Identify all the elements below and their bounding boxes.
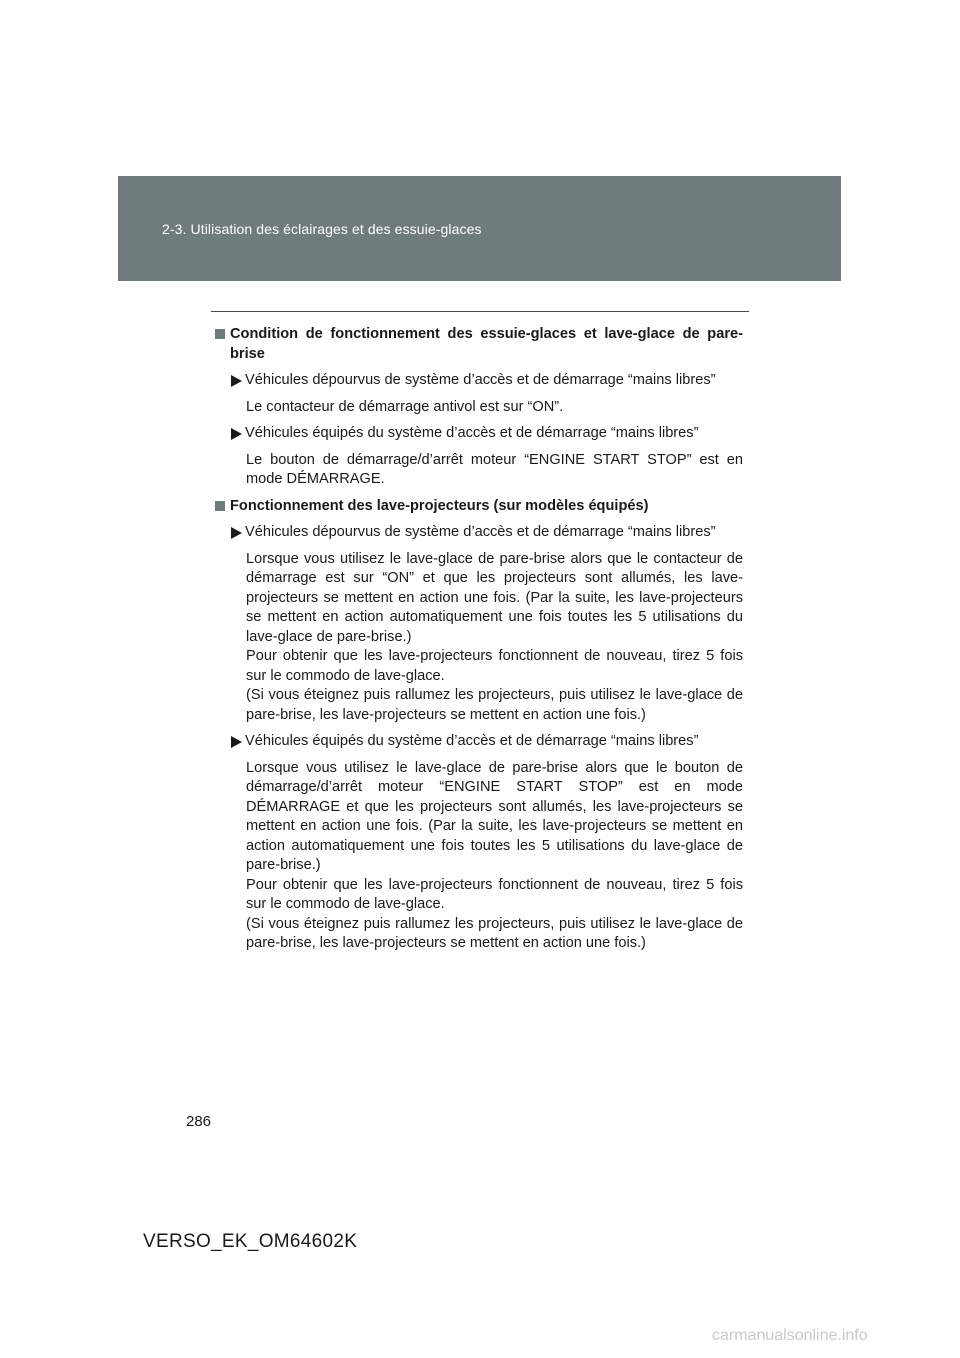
condition-item: Véhicules dépourvus de système d’accès et de démarrage “mains libres” — [215, 371, 743, 391]
square-bullet-icon — [215, 329, 225, 339]
paragraph: Lorsque vous utilisez le lave-glace de pare-brise alors que le contacteur de démarrage est sur “ON” et que les projecteurs sont allumés, les lave-projecteurs se mettent en action une fois. (Par la suite, les lave-projecteurs se mettent en action automatiquement une fois toutes les 5 utilisations du lave-glace de pare-brise.) Pour obtenir que les lave-projecteurs fonctionnent de nouveau, tirez 5 fois sur le commodo de lave-glace. (Si vous éteignez puis rallumez les projecteurs, puis utilisez le lave-glace de pare-brise, les lave-projecteurs se mettent en action une fois.) — [246, 550, 743, 723]
divider — [211, 311, 749, 312]
triangle-bullet-icon — [231, 375, 242, 387]
condition-item: Véhicules équipés du système d’accès et de démarrage “mains libres” — [215, 732, 743, 752]
paragraph: Le bouton de démarrage/d’arrêt moteur “ENGINE START STOP” est en mode DÉMARRAGE. — [246, 451, 743, 487]
chapter-title: 2-3. Utilisation des éclairages et des essuie-glaces — [162, 221, 482, 237]
square-bullet-icon — [215, 501, 225, 511]
document-code: VERSO_EK_OM64602K — [143, 1231, 358, 1252]
condition-item: Véhicules dépourvus de système d’accès et de démarrage “mains libres” — [215, 523, 743, 543]
page-number: 286 — [186, 1113, 212, 1130]
chapter-header — [118, 176, 841, 281]
section-heading: Condition de fonctionnement des essuie-glaces et lave-glace de pare-brise — [215, 325, 743, 364]
paragraph: Lorsque vous utilisez le lave-glace de pare-brise alors que le bouton de démarrage/d’arrêt moteur “ENGINE START STOP” est en mode DÉMARRAGE et que les projecteurs sont allumés, les lave-projecteurs se mettent en action une fois. (Par la suite, les lave-projecteurs se mettent en action automatiquement une fois toutes les 5 utilisations du lave-glace de pare-brise.) Pour obtenir que les lave-projecteurs fonctionnent de nouveau, tirez 5 fois sur le commodo de lave-glace. (Si vous éteignez puis rallumez les projecteurs, puis utilisez le lave-glace de pare-brise, les lave-projecteurs se mettent en action une fois.) — [246, 759, 743, 951]
condition-item: Véhicules équipés du système d’accès et de démarrage “mains libres” — [215, 424, 743, 444]
paragraph: Le contacteur de démarrage antivol est sur “ON”. — [246, 398, 564, 415]
page-content — [215, 325, 743, 961]
triangle-bullet-icon — [231, 736, 242, 748]
triangle-bullet-icon — [231, 527, 242, 539]
section-heading: Fonctionnement des lave-projecteurs (sur modèles équipés) — [215, 497, 743, 517]
triangle-bullet-icon — [231, 428, 242, 440]
watermark: carmanualsonline.info — [712, 1327, 868, 1344]
